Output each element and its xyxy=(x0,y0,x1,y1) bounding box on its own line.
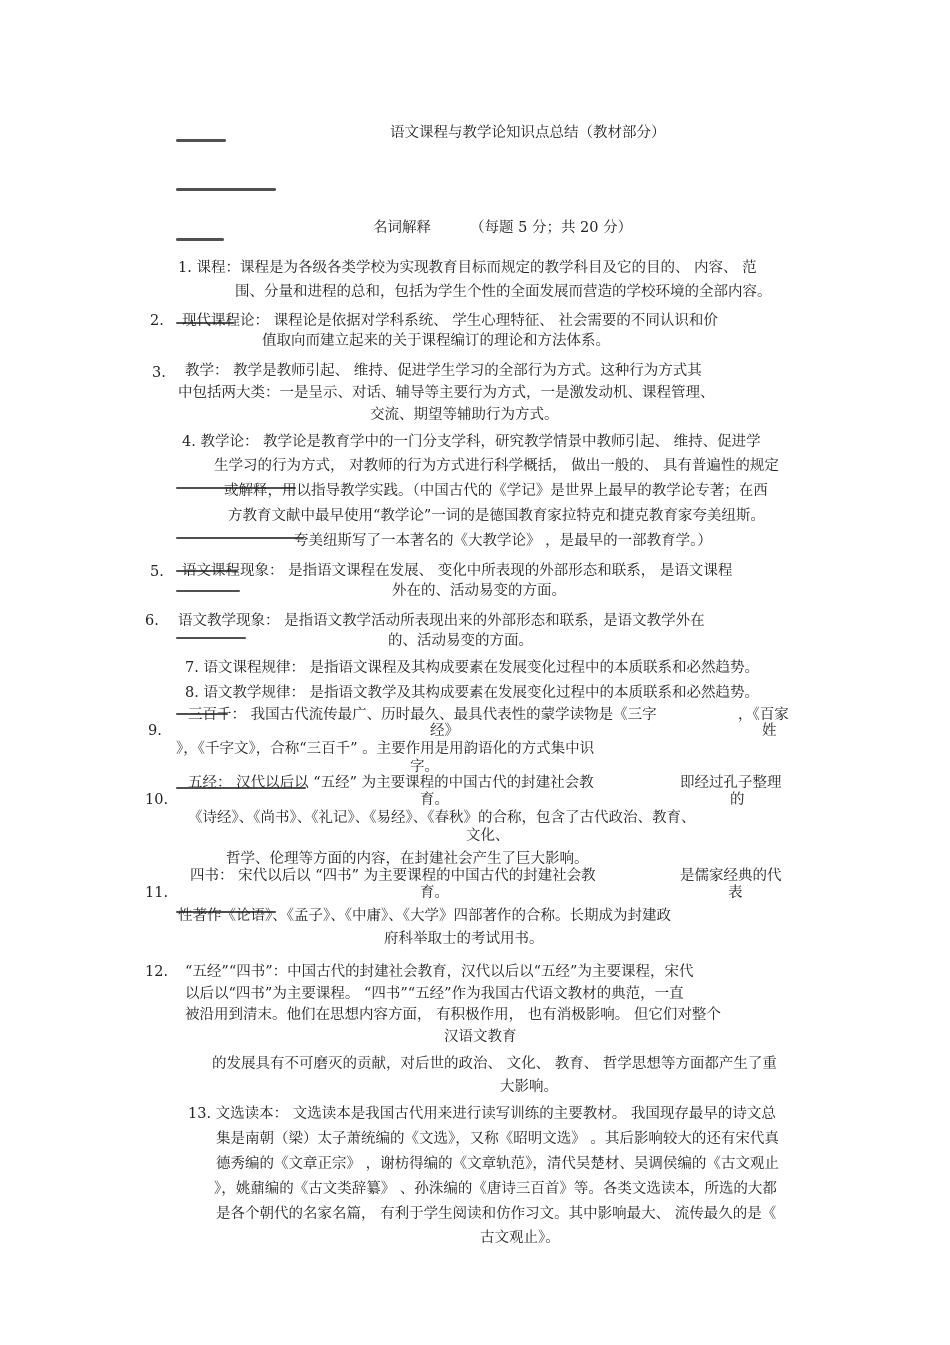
entry-5-line: 语文课程现象： 是指语文课程在发展、 变化中所表现的外部形态和联系， 是语文课程 xyxy=(182,563,733,579)
entry-4-line: 生学习的行为方式， 对教师的行为方式进行科学概括， 做出一般的、 具有普遍性的规定 xyxy=(214,458,779,474)
entry-4-line: 方教育文献中最早使用“教学论”一词的是德国教育家拉特克和捷克教育家夸美纽斯。 xyxy=(228,508,765,524)
entry-12-line: 汉语文教育 xyxy=(444,1029,517,1045)
entry-13-line: 集是南朝（梁）太子萧统编的《文选》，又称《昭明文选》 。其后影响较大的还有宋代真 xyxy=(216,1131,779,1147)
entry-2-number: 2. xyxy=(150,313,164,329)
page-title: 语文课程与教学论知识点总结（教材部分） xyxy=(390,125,666,141)
entry-11-line: 育。 xyxy=(420,885,449,901)
entry-6-number: 6. xyxy=(145,613,159,629)
entry-12-line: 被沿用到清末。他们在思想内容方面， 有积极作用， 也有消极影响。 但它们对整个 xyxy=(185,1007,721,1023)
entry-1-line: 围、分量和进程的总和，包括为学生个性的全面发展而营造的学校环境的全部内容。 xyxy=(235,284,772,300)
entry-6-line: 语文教学现象： 是指语文教学活动所表现出来的外部形态和联系，是语文教学外在 xyxy=(178,613,705,629)
entry-7-line: 7. 语文课程规律： 是指语文课程及其构成要素在发展变化过程中的本质联系和必然趋势。 xyxy=(185,660,760,676)
entry-12-line: “五经”“四书”：中国古代的封建社会教育，汉代以后以“五经”为主要课程，宋代 xyxy=(185,964,694,980)
entry-5-number: 5. xyxy=(150,564,164,580)
entry-9-line: 三百千： 我国古代流传最广、历时最久、最具代表性的蒙学读物是《三字 xyxy=(188,707,657,723)
entry-3-line: 中包括两大类：一是呈示、对话、辅导等主要行为方式，一是激发动机、课程管理、 xyxy=(178,385,715,401)
entry-6-line: 的、活动易变的方面。 xyxy=(388,633,533,649)
scan-bar xyxy=(176,537,304,539)
entry-4-line: 夸美纽斯写了一本著名的《大教学论》 ，是最早的一部教育学。） xyxy=(294,533,712,549)
entry-9-line: 字。 xyxy=(410,759,439,775)
entry-2-line: 值取向而建立起来的关于课程编订的理论和方法体系。 xyxy=(262,333,610,349)
entry-3-number: 3. xyxy=(152,365,166,381)
entry-9-number: 9. xyxy=(148,723,162,739)
entry-13-line: 13. 文选读本： 文选读本是我国古代用来进行读写训练的主要教材。 我国现存最早的诗文总 xyxy=(188,1106,776,1122)
entry-10-line: 即经过孔子整理 xyxy=(680,775,782,791)
entry-2-line: 现代课程论： 课程论是依据对学科系统、 学生心理特征、 社会需要的不同认识和价 xyxy=(182,313,718,329)
entry-13-line: 古文观止》。 xyxy=(480,1230,560,1246)
entry-5-line: 外在的、活动易变的方面。 xyxy=(392,583,566,599)
scan-bar xyxy=(176,188,276,191)
entry-11-line: 表 xyxy=(728,885,743,901)
entry-3-line: 教学： 教学是教师引起、 维持、促进学生学习的全部行为方式。这种行为方式其 xyxy=(185,363,702,379)
section-heading: 名词解释 xyxy=(373,220,431,236)
entry-13-line: 德秀编的《文章正宗》 ，谢枋得编的《文章轨范》，清代吴楚材、吴调侯编的《古文观止 xyxy=(216,1156,779,1172)
entry-4-line: 4. 教学论： 教学论是教育学中的一门分支学科，研究教学情景中教师引起、 维持、促进学 xyxy=(182,434,761,450)
entry-9-line: 经》 xyxy=(430,723,459,739)
entry-12-line: 的发展具有不可磨灭的贡献，对后世的政治、 文化、 教育、 哲学思想等方面都产生了重 xyxy=(212,1056,777,1072)
entry-10-line: 文化、 xyxy=(466,828,510,844)
scan-bar xyxy=(176,238,224,241)
entry-11-line: 四书： 宋代以后以 “四书” 为主要课程的中国古代的封建社会教 xyxy=(190,868,596,884)
entry-11-line: 府科举取士的考试用书。 xyxy=(384,931,544,947)
entry-11-number: 11. xyxy=(145,885,169,901)
scan-bar xyxy=(176,590,240,592)
entry-12-line: 大影响。 xyxy=(500,1079,558,1095)
scan-bar xyxy=(176,637,246,639)
entry-12-line: 以后以“四书”为主要课程。 “四书”“五经”作为我国古代语文教材的典范，一直 xyxy=(185,986,684,1002)
entry-10-line: 育。 xyxy=(420,792,449,808)
entry-13-line: 是各个朝代的名家名篇， 有利于学生阅读和仿作习文。其中影响最大、 流传最久的是《 xyxy=(216,1206,777,1222)
entry-10-line: 的 xyxy=(730,792,745,808)
entry-10-number: 10. xyxy=(145,792,169,808)
entry-3-line: 交流、期望等辅助行为方式。 xyxy=(370,407,559,423)
entry-12-number: 12. xyxy=(145,964,169,980)
entry-10-line: 哲学、伦理等方面的内容，在封建社会产生了巨大影响。 xyxy=(226,851,589,867)
entry-1-line: 1. 课程：课程是为各级各类学校为实现教育目标而规定的教学科目及它的目的、 内容、 范 xyxy=(178,260,757,276)
entry-9-line: 》，《千字文》，合称“三百千” 。主要作用是用韵语化的方式集中识 xyxy=(176,741,595,757)
section-score: （每题 5 分；共 20 分） xyxy=(470,220,633,236)
entry-4-line: 或解释，用以指导教学实践。（中国古代的《学记》是世界上最早的教学论专著；在西 xyxy=(224,483,768,499)
entry-8-line: 8. 语文教学规律： 是指语文教学及其构成要素在发展变化过程中的本质联系和必然趋势。 xyxy=(185,685,760,701)
entry-9-line: ，《百家 xyxy=(738,707,789,723)
entry-13-line: 》，姚鼐编的《古文类辞纂》 、孙洙编的《唐诗三百首》等。各类文选读本，所选的大都 xyxy=(214,1181,777,1197)
entry-10-line: 五经： 汉代以后以 “五经” 为主要课程的中国古代的封建社会教 xyxy=(188,775,594,791)
entry-11-line: 是儒家经典的代 xyxy=(680,868,782,884)
scan-bar xyxy=(176,139,226,142)
entry-11-line: 性著作《论语》、《孟子》、《中庸》、《大学》四部著作的合称。长期成为封建政 xyxy=(178,908,671,924)
entry-9-line: 姓 xyxy=(762,723,777,739)
entry-10-line: 《诗经》、《尚书》、《礼记》、《易经》、《春秋》的合称，包含了古代政治、教育、 xyxy=(188,810,696,826)
